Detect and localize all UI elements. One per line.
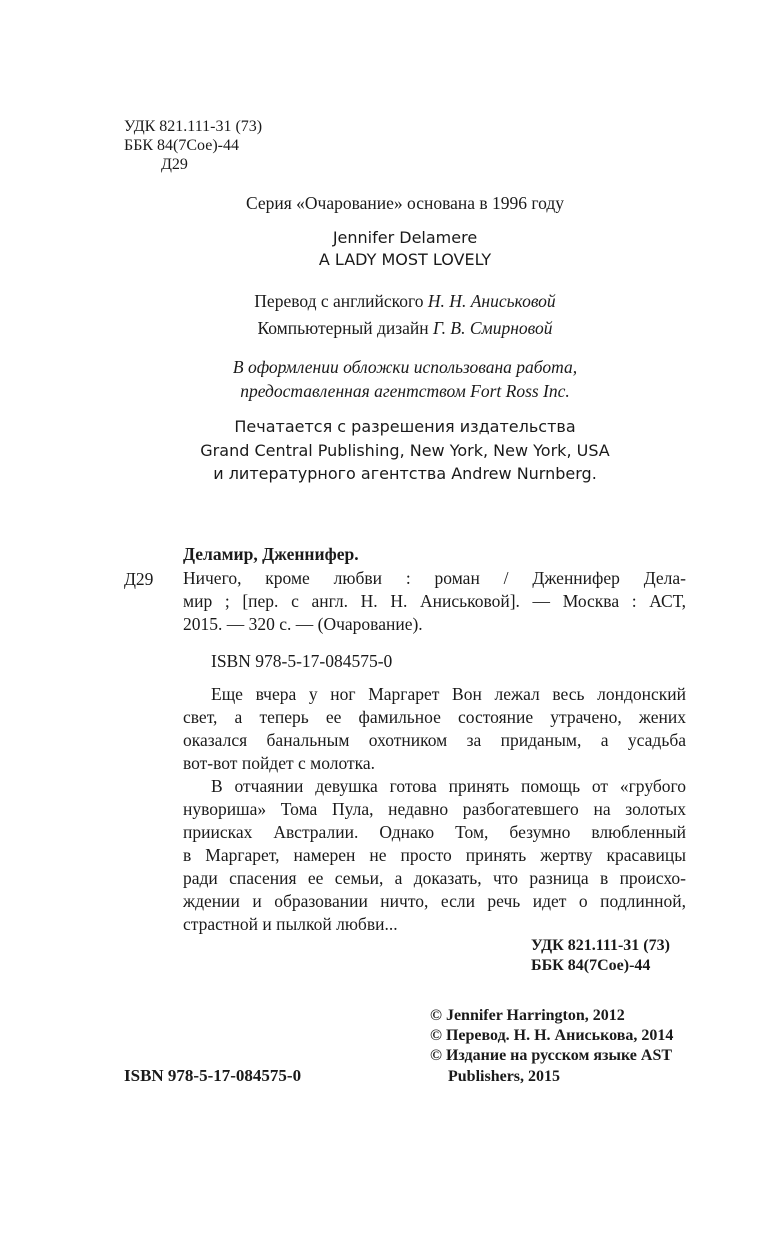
copyright-line4: Publishers, 2015 xyxy=(448,1068,561,1085)
annotation-line: свет, а теперь ее фамильное состояние утрачено, жених xyxy=(183,707,686,727)
translation-label: Перевод с английского xyxy=(254,291,424,311)
annotation-paragraph-1 xyxy=(183,683,686,775)
copyright-line2: © Перевод. Н. Н. Аниськова, 2014 xyxy=(430,1027,674,1044)
series-line: Серия «Очарование» основана в 1996 году xyxy=(245,193,565,213)
original-author: Jennifer Delamere xyxy=(332,228,478,247)
catalog-line: мир ; [пер. с англ. Н. Н. Аниськовой]. — Москва : АСТ, xyxy=(183,591,686,611)
translator-name: Н. Н. Аниськовой xyxy=(427,291,556,311)
isbn-bottom: ISBN 978-5-17-084575-0 xyxy=(124,1066,302,1085)
permission-line2: Grand Central Publishing, New York, New York, USA xyxy=(200,441,610,460)
design-credit xyxy=(0,317,768,339)
annotation-paragraph-2 xyxy=(183,775,686,936)
bbk-code-top: ББК 84(7Сое)-44 xyxy=(124,137,239,154)
copyright-line3: © Издание на русском языке AST xyxy=(430,1047,673,1064)
permission-line1: Печатается с разрешения издательства xyxy=(234,417,576,436)
copyright-line1: © Jennifer Harrington, 2012 xyxy=(430,1007,625,1024)
annotation-line: приисках Австралии. Однако Том, безумно влюбленный xyxy=(183,822,686,842)
translation-credit xyxy=(0,290,768,312)
cover-note-line1: В оформлении обложки использована работа, xyxy=(232,357,578,377)
annotation-line: нувориша» Тома Пула, недавно разбогатевшего на золотых xyxy=(183,799,686,819)
designer-name: Г. В. Смирновой xyxy=(433,318,553,338)
catalog-mark: Д29 xyxy=(124,569,154,589)
annotation-line: ради спасения ее семьи, а доказать, что разница в происхо- xyxy=(183,868,686,888)
annotation-line: в Маргарет, намерен не просто принять жертву красавицы xyxy=(183,845,686,865)
annotation-line: вот-вот пойдет с молотка. xyxy=(183,753,376,773)
author-mark-top: Д29 xyxy=(161,156,188,173)
catalog-line: 2015. — 320 с. — (Очарование). xyxy=(183,614,423,634)
catalog-isbn: ISBN 978-5-17-084575-0 xyxy=(211,651,393,671)
permission-line3: и литературного агентства Andrew Nurnberg. xyxy=(213,464,597,483)
design-label: Компьютерный дизайн xyxy=(257,318,429,338)
annotation-line: Еще вчера у ног Маргарет Вон лежал весь лондонский xyxy=(211,684,686,704)
udk-code-right: УДК 821.111-31 (73) xyxy=(531,937,670,954)
catalog-description xyxy=(183,567,686,636)
annotation-line: оказался банальным охотником за приданым, а усадьба xyxy=(183,730,686,750)
annotation-line: ждении и образовании ничто, если речь идет о подлинной, xyxy=(183,891,686,911)
original-title: A LADY MOST LOVELY xyxy=(318,250,492,269)
udk-code-top: УДК 821.111-31 (73) xyxy=(124,118,263,135)
annotation-line: В отчаянии девушка готова принять помощь от «грубого xyxy=(211,776,686,796)
catalog-heading: Деламир, Дженнифер. xyxy=(183,544,359,564)
cover-note-line2: предоставленная агентством Fort Ross Inc. xyxy=(240,381,570,401)
annotation-line: страстной и пылкой любви... xyxy=(183,914,398,934)
bbk-code-right: ББК 84(7Сое)-44 xyxy=(531,957,651,974)
catalog-line: Ничего, кроме любви : роман / Дженнифер Дела- xyxy=(183,568,686,588)
